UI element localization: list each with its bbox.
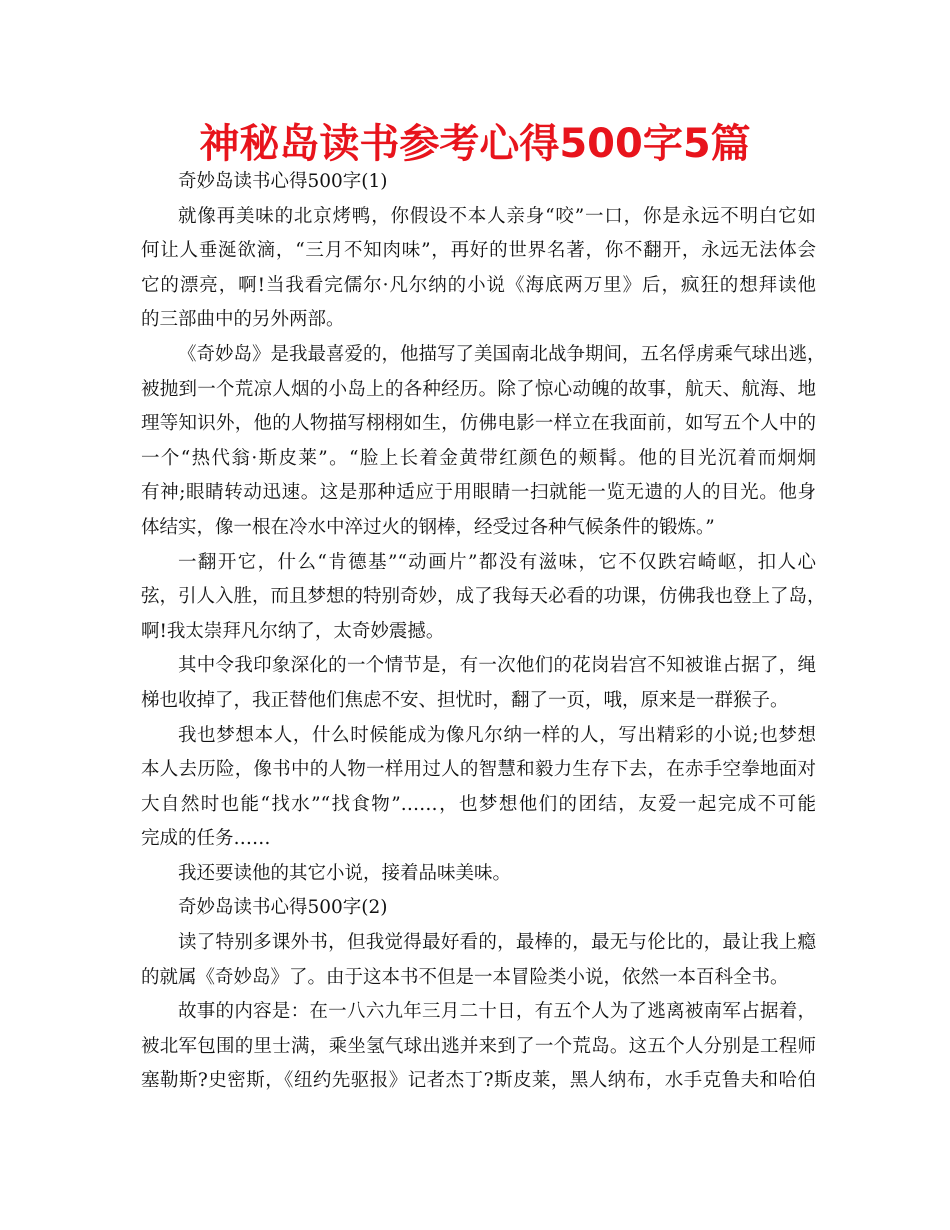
text-line: 何让人垂涎欲滴，“三月不知肉味”，再好的世界名著，你不翻开，永远无法体会 [141, 240, 816, 262]
document-body [141, 165, 826, 1099]
text-line: 奇妙岛读书心得500字(1) [178, 171, 388, 192]
text-line: 体结实，像一根在冷水中淬过火的钢棒，经受过各种气候条件的锻炼。” [141, 516, 715, 538]
text-line: 就像再美味的北京烤鸭，你假设不本人亲身“咬”一口，你是永远不明白它如 [178, 205, 816, 227]
text-line: 弦，引人入胜，而且梦想的特别奇妙，成了我每天必看的功课，仿佛我也登上了岛， [141, 586, 826, 608]
text-line: 本人去历险，像书中的人物一样用过人的智慧和毅力生存下去，在赤手空拳地面对 [141, 759, 816, 781]
text-line: 梯也收掉了，我正替他们焦虑不安、担忧时，翻了一页，哦，原来是一群猴子。 [141, 689, 789, 711]
text-line: 奇妙岛读书心得500字(2) [178, 897, 388, 919]
text-line: 一翻开它，什么“肯德基”“动画片”都没有滋味，它不仅跌宕崎岖，扣人心 [178, 551, 816, 573]
text-line: 被北军包围的里士满，乘坐氢气球出逃并来到了一个荒岛。这五个人分别是工程师 [141, 1035, 816, 1057]
text-line: 《奇妙岛》是我最喜爱的，他描写了美国南北战争期间，五名俘虏乘气球出逃， [178, 343, 826, 365]
text-line: 啊!我太崇拜凡尔纳了，太奇妙震撼。 [141, 620, 445, 642]
text-line: 完成的任务…… [141, 828, 271, 850]
text-line: 大自然时也能“找水”“找食物”……，也梦想他们的团结，友爱一起完成不可能 [141, 793, 816, 815]
text-line: 的三部曲中的另外两部。 [141, 309, 345, 331]
text-line: 有神;眼睛转动迅速。这是那种适应于用眼睛一扫就能一览无遗的人的目光。他身 [141, 482, 816, 504]
text-line: 它的漂亮，啊!当我看完儒尔·凡尔纳的小说《海底两万里》后，疯狂的想拜读他 [141, 274, 816, 296]
text-line: 一个“热代翁·斯皮莱”。“脸上长着金黄带红颜色的颊髯。他的目光沉着而炯炯 [141, 447, 816, 469]
text-line: 其中令我印象深化的一个情节是，有一次他们的花岗岩宫不知被谁占据了，绳 [178, 655, 816, 677]
text-line: 故事的内容是：在一八六九年三月二十日，有五个人为了逃离被南军占据着， [178, 1001, 816, 1023]
text-line: 塞勒斯?史密斯，《纽约先驱报》记者杰丁?斯皮莱，黑人纳布，水手克鲁夫和哈伯 [141, 1070, 816, 1092]
text-line: 读了特别多课外书，但我觉得最好看的，最棒的，最无与伦比的，最让我上瘾 [178, 932, 816, 954]
text-line: 我还要读他的其它小说，接着品味美味。 [178, 862, 512, 884]
document-title: 神秘岛读书参考心得500字5篇 [199, 121, 751, 167]
text-line: 理等知识外，他的人物描写栩栩如生，仿佛电影一样立在我面前，如写五个人中的 [141, 413, 816, 435]
text-line: 被抛到一个荒凉人烟的小岛上的各种经历。除了惊心动魄的故事，航天、航海、地 [141, 378, 816, 400]
text-line: 我也梦想本人，什么时候能成为像凡尔纳一样的人，写出精彩的小说;也梦想 [178, 724, 816, 746]
text-line: 的就属《奇妙岛》了。由于这本书不但是一本冒险类小说，依然一本百科全书。 [141, 966, 789, 988]
